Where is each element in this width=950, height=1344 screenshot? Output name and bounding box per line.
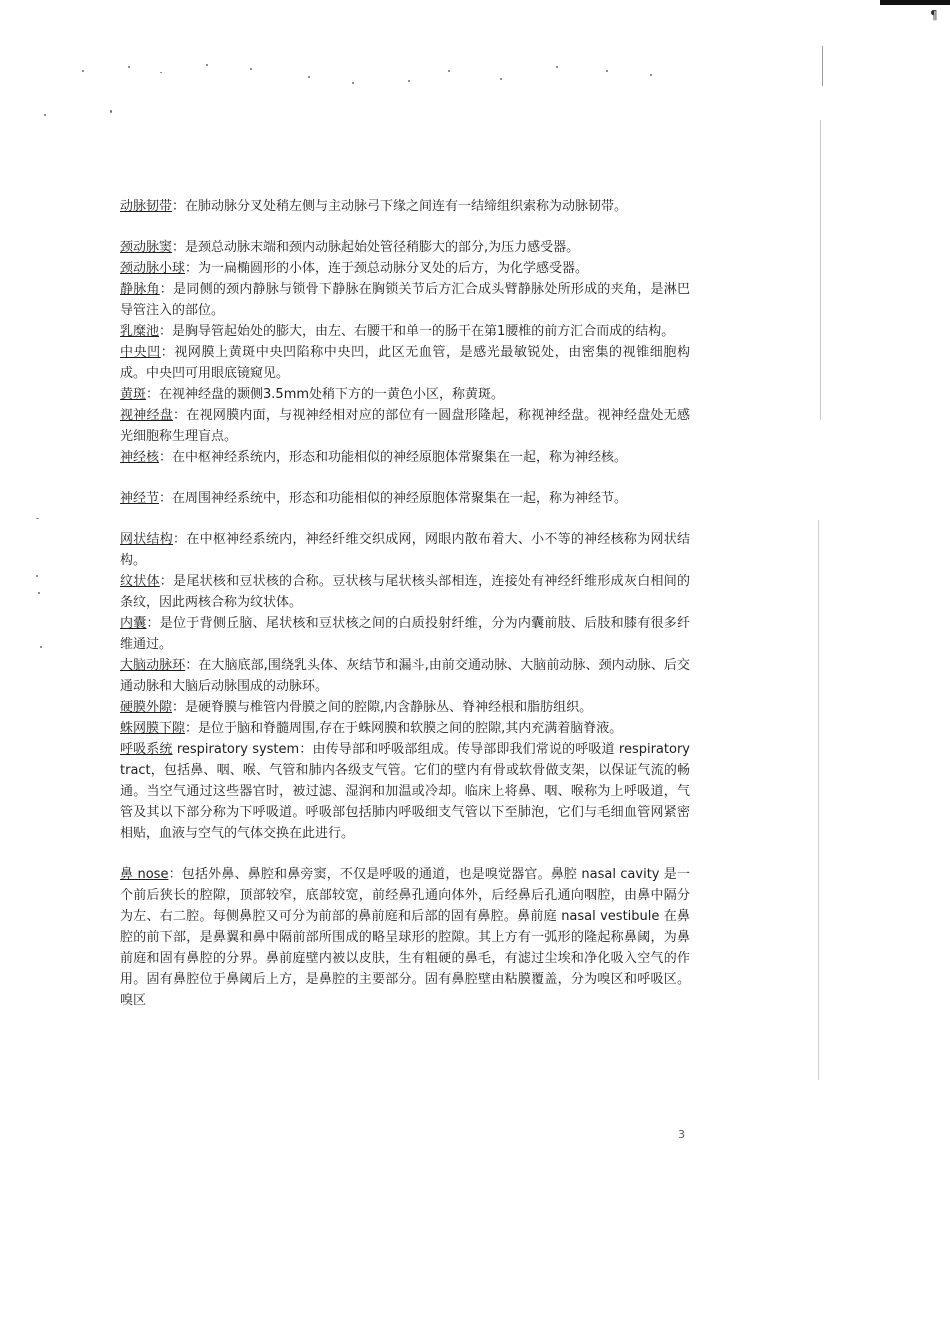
entry-text: ：是位于背侧丘脑、尾状核和豆状核之间的白质投射纤维，分为内囊前肢、后肢和膝有很多纤维通过。 [120,616,690,652]
entry-ductus-arteriosus-ligament [120,196,690,217]
entry-term: 乳糜池 [120,324,160,339]
entry-term: 神经节 [120,491,160,506]
entry-epidural-space [120,697,690,718]
entry-term: 呼吸系统 [120,742,173,757]
entry-text: ：在肺动脉分叉处稍左侧与主动脉弓下缘之间连有一结缔组织索称为动脉韧带。 [172,199,628,214]
top-edge-bar [880,0,950,5]
entry-term: 颈动脉窦 [120,240,173,255]
entry-text: ：包括外鼻、鼻腔和鼻旁窦，不仅是呼吸的通道，也是嗅觉器官。鼻腔 nasal cavity 是一个前后狭长的腔隙，顶部较窄，底部较宽，前经鼻孔通向体外，后经鼻后孔通向咽腔，由鼻中隔分为左、右二腔。每侧鼻腔又可分为前部的鼻前庭和后部的固有鼻腔。鼻前庭 nasal vestibule 在鼻腔的前下部，是鼻翼和鼻中隔前部所围成的略呈球形的腔隙。其上方有一弧形的隆起称鼻阈，为鼻前庭和固有鼻腔的分界。鼻前庭壁内被以皮肤，生有粗硬的鼻毛，有滤过尘埃和净化吸入空气的作用。固有鼻腔位于鼻阈后上方，是鼻腔的主要部分。固有鼻腔壁由粘膜覆盖，分为嗅区和呼吸区。嗅区 [120,867,690,1008]
document-body [120,196,690,1011]
entry-text: ：是位于脑和脊髓周围,存在于蛛网膜和软膜之间的腔隙,其内充满着脑脊液。 [185,721,623,736]
entry-carotid-glomus [120,258,690,279]
entry-term: 颈动脉小球 [120,261,186,276]
corner-mark: ¶ [930,8,938,22]
entry-nucleus [120,447,690,468]
entry-ganglion [120,488,690,509]
entry-text: ：是尾状核和豆状核的合称。豆状核与尾状核头部相连，连接处有神经纤维形成灰白相间的条纹，因此两核合称为纹状体。 [120,574,690,610]
entry-fovea-centralis [120,342,690,384]
entry-term: 中央凹 [120,345,161,360]
entry-term: 视神经盘 [120,408,174,423]
entry-text: respiratory system：由传导部和呼吸部组成。传导部即我们常说的呼吸道 respiratory tract，包括鼻、咽、喉、气管和肺内各级支气管。它们的壁内有骨或软骨做支架，以保证气流的畅通。当空气通过这些器官时，被过滤、湿润和加温或冷却。临床上将鼻、咽、喉称为上呼吸道，气管及其以下部分称为下呼吸道。呼吸部包括肺内呼吸细支气管以下至肺泡，它们与毛细血管网紧密相贴，血液与空气的气体交换在此进行。 [120,742,690,841]
entry-term: 动脉韧带 [120,199,173,214]
entry-optic-disc [120,405,690,447]
entry-term: 黄斑 [120,387,147,402]
entry-text: ：是同侧的颈内静脉与锁骨下静脉在胸锁关节后方汇合成头臂静脉处所形成的夹角，是淋巴导管注入的部位。 [120,282,690,318]
entry-subarachnoid-space [120,718,690,739]
entry-term: 大脑动脉环 [120,658,186,673]
entry-text: ：在周围神经系统中，形态和功能相似的神经原胞体常聚集在一起，称为神经节。 [159,491,628,506]
entry-text: ：在中枢神经系统内，形态和功能相似的神经原胞体常聚集在一起，称为神经核。 [159,450,628,465]
page-number: 3 [678,1128,685,1141]
entry-cisterna-chyli [120,321,690,342]
entry-text: ：是胸导管起始处的膨大，由左、右腰干和单一的肠干在第1腰椎的前方汇合而成的结构。 [159,324,675,339]
entry-text: ：是硬脊膜与椎管内骨膜之间的腔隙,内含静脉丛、脊神经根和脂肪组织。 [172,700,593,715]
entry-nose [120,864,690,1011]
entry-term: 网状结构 [120,532,174,547]
entry-text: ：在大脑底部,围绕乳头体、灰结节和漏斗,由前交通动脉、大脑前动脉、颈内动脉、后交通动脉和大脑后动脉围成的动脉环。 [120,658,690,694]
entry-reticular-formation [120,529,690,571]
entry-term: 鼻 nose [120,867,169,882]
entry-text: ：是颈总动脉末端和颈内动脉起始处管径稍膨大的部分,为压力感受器。 [172,240,580,255]
entry-text: ：为一扁椭圆形的小体，连于颈总动脉分叉处的后方，为化学感受器。 [185,261,589,276]
entry-text: ：视网膜上黄斑中央凹陷称中央凹，此区无血管，是感光最敏锐处，由密集的视锥细胞构成。中央凹可用眼底镜窥见。 [120,345,690,381]
entry-text: ：在视神经盘的颞侧3.5mm处稍下方的一黄色小区，称黄斑。 [146,387,505,402]
entry-term: 纹状体 [120,574,160,589]
entry-venous-angle [120,279,690,321]
entry-macula-lutea [120,384,690,405]
entry-text: ：在视网膜内面，与视神经相对应的部位有一圆盘形隆起，称视神经盘。视神经盘处无感光细胞称生理盲点。 [120,408,690,444]
entry-internal-capsule [120,613,690,655]
entry-term: 内囊 [120,616,147,631]
entry-respiratory-system [120,739,690,844]
entry-term: 静脉角 [120,282,160,297]
entry-term: 神经核 [120,450,160,465]
entry-corpus-striatum [120,571,690,613]
entry-term: 蛛网膜下隙 [120,721,186,736]
entry-cerebral-arterial-circle [120,655,690,697]
entry-term: 硬膜外隙 [120,700,173,715]
entry-carotid-sinus [120,237,690,258]
entry-text: ：在中枢神经系统内，神经纤维交织成网，网眼内散布着大、小不等的神经核称为网状结构。 [120,532,690,568]
